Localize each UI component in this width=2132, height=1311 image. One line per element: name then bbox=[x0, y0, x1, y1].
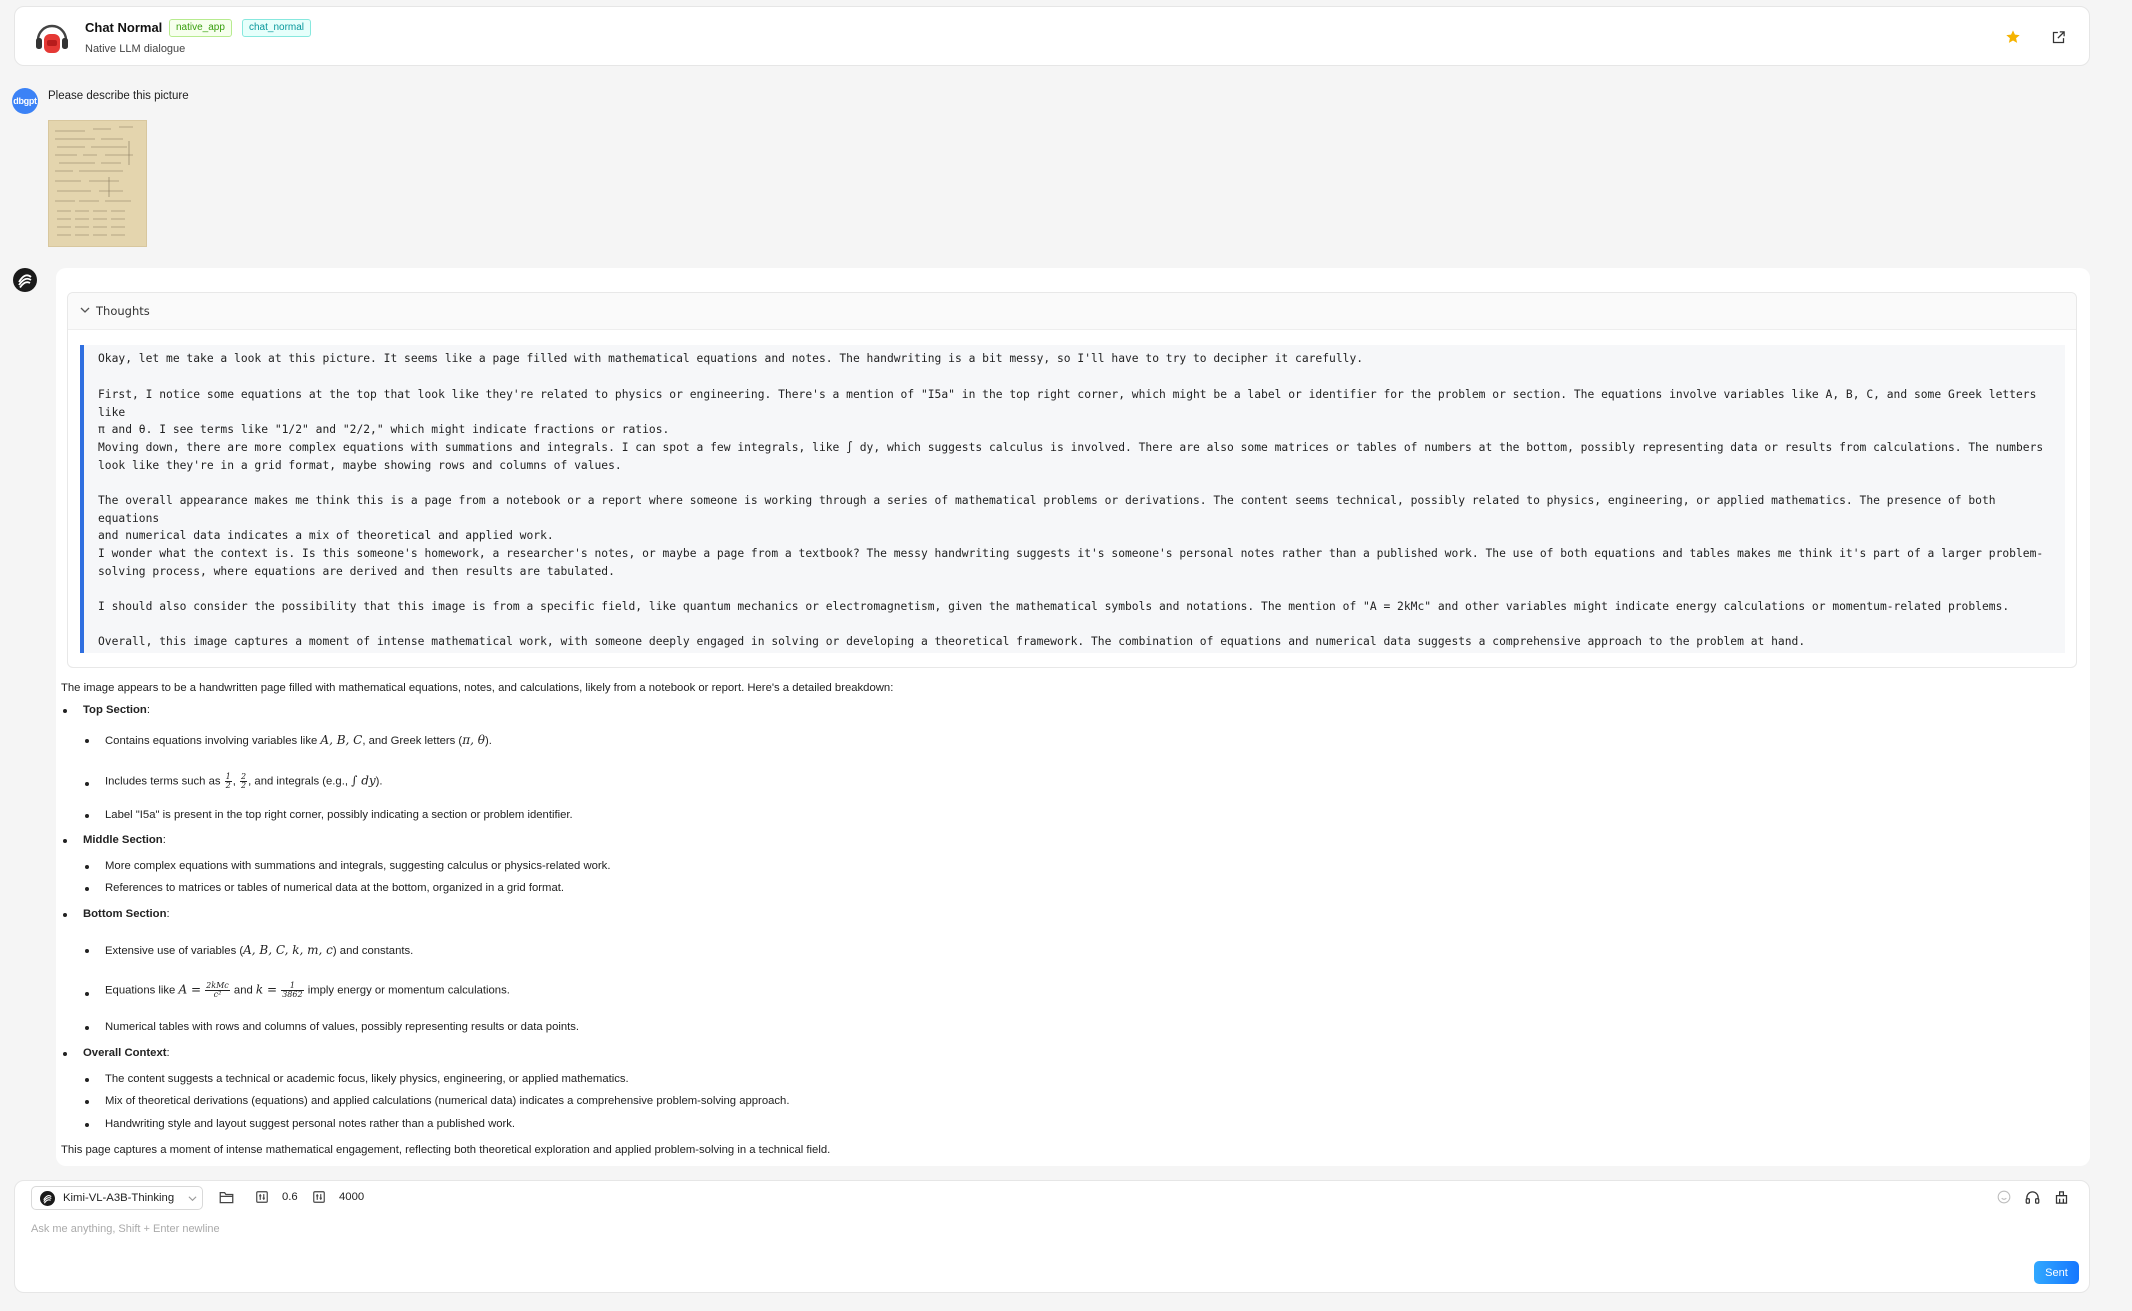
thoughts-body bbox=[80, 345, 2065, 653]
thought-paragraph: First, I notice some equations at the top that look like they're related to physics or engineering. There's a mention of "I5a" in the top right corner, which might be a label or identifier for the problem or section. The equations involve variables like A, B, C, and some Greek letters like π and θ. I see terms like "1/2" and "2/2," which might indicate fractions or ratios. bbox=[98, 388, 2037, 437]
max-tokens-button[interactable] bbox=[312, 1190, 326, 1204]
answer-conclusion: This page captures a moment of intense mathematical engagement, reflecting both theoretical exploration and applied problem-solving in a technical field. bbox=[61, 1144, 831, 1156]
bullet-icon bbox=[85, 1100, 89, 1104]
bullet-icon bbox=[85, 992, 89, 996]
attached-image-thumbnail[interactable] bbox=[48, 120, 147, 247]
list-item: Extensive use of variables (A, B, C, k, m, c) and constants. bbox=[105, 943, 414, 957]
thought-paragraph: Okay, let me take a look at this picture. It seems like a page filled with mathematical equations and notes. The handwriting is a bit messy, so I'll have to try to decipher it carefully. bbox=[98, 352, 1364, 365]
smile-icon bbox=[1997, 1190, 2011, 1204]
section-heading: Top Section bbox=[83, 704, 147, 716]
chat-input-panel bbox=[14, 1180, 2090, 1293]
share-button[interactable] bbox=[2048, 27, 2068, 47]
bullet-icon bbox=[85, 1026, 89, 1030]
share-icon bbox=[2051, 30, 2066, 45]
model-name: Kimi-VL-A3B-Thinking bbox=[63, 1192, 175, 1204]
assistant-avatar-icon bbox=[13, 268, 37, 292]
folder-icon bbox=[219, 1190, 234, 1204]
broom-icon bbox=[2054, 1190, 2069, 1205]
send-button[interactable]: Sent bbox=[2034, 1261, 2079, 1284]
answer-intro: The image appears to be a handwritten page filled with mathematical equations, notes, and calculations, likely from a notebook or report. Here's a detailed breakdown: bbox=[61, 682, 894, 694]
list-item: References to matrices or tables of numerical data at the bottom, organized in a grid format. bbox=[105, 882, 565, 894]
headset-robot-icon bbox=[33, 19, 71, 57]
thought-paragraph: I should also consider the possibility that this image is from a specific field, like quantum mechanics or electromagnetism, given the mathematical symbols and notations. The mention of "A = 2kMc" and other variables might indicate energy calculations or momentum-related problems. bbox=[98, 600, 2010, 613]
handwritten-page-image bbox=[49, 121, 147, 247]
max-tokens-value: 4000 bbox=[339, 1191, 365, 1203]
app-title: Chat Normal bbox=[85, 20, 163, 35]
emoji-button[interactable] bbox=[1997, 1190, 2011, 1204]
bullet-icon bbox=[85, 865, 89, 869]
bullet-icon bbox=[63, 709, 67, 713]
bullet-icon bbox=[63, 913, 67, 917]
bullet-icon bbox=[85, 949, 89, 953]
list-item: Handwriting style and layout suggest personal notes rather than a published work. bbox=[105, 1118, 516, 1130]
star-icon bbox=[2005, 29, 2021, 45]
clear-history-button[interactable] bbox=[2054, 1190, 2069, 1205]
bullet-icon bbox=[85, 782, 89, 786]
favorite-button[interactable] bbox=[2003, 27, 2023, 47]
list-item: Numerical tables with rows and columns of values, possibly representing results or data points. bbox=[105, 1021, 580, 1033]
list-item: More complex equations with summations and integrals, suggesting calculus or physics-related work. bbox=[105, 860, 611, 872]
thought-paragraph: Overall, this image captures a moment of intense mathematical work, with someone deeply engaged in solving or developing a theoretical framework. The combination of equations and numerical data suggests a comprehensive approach to the problem at hand. bbox=[98, 635, 1806, 648]
user-avatar: dbgpt bbox=[12, 88, 38, 114]
headset-button[interactable] bbox=[2025, 1190, 2040, 1205]
thoughts-toggle[interactable] bbox=[68, 293, 2076, 330]
assistant-message: Thoughts Okay, let me take a look at this picture. It seems like a page filled with mathematical equations and notes. The handwriting is a bit messy, so I'll have to try to decipher it carefully. First, I notice some equations at the top that look like they're related to physics or engineering. There's a mention of "I5a" in the top right corner, which might be a label or identifier for the problem or section. The equations involve variables like A, B, C, and some Greek letters like π and θ. I see terms like "1/2" and "2/2," which might indicate fractions or ratios. Moving down, there are more complex equations with summations and integrals. I can spot a few integrals, like ∫ dy, which suggests calculus is involved. There are also some matrices or tables of numbers at the bottom, possibly representing data or results from calculations. The numbers look like they're in a grid format, maybe showing rows and columns of values. The overall appearance makes me think this is a page from a notebook or a report where someone is working through a series of mathematical problems or derivations. The content seems technical, possibly related to physics, engineering, or applied mathematics. The presence of both equations and numerical data indicates a mix of theoretical and applied work. I wonder what the context is. Is this someone's homework, a researcher's notes, or maybe a page from a textbook? The messy handwriting suggests it's someone's personal notes rather than a published work. The use of both equations and tables makes me think it's part of a larger problem- solving process, where equations are derived and then results are tabulated. I should also consider the possibility that this image is from a specific field, like quantum mechanics or electromagnetism, given the mathematical symbols and notations. The mention of "A = 2kMc" and other variables might indicate energy calculations or momentum-related problems. Overall, this image captures a moment of intense mathematical work, with someone deeply engaged in solving or developing a theoretical framework. The combination of equations and numerical data suggests a comprehensive approach to the problem at hand. The image appears to be a handwritten page filled with mathematical equations, notes, and calculations, likely from a notebook or report. Here's a detailed breakdown: Top Section: Contains equations involving variables like A, B, C, and Greek letters (π, θ). Includes terms such as $\frac{1}{2}$ , $\frac{2}{2}$ , and integrals (e.g., ∫ dy). Label "I5a" is present in the top right corner, possibly indicating a section or problem identifier. Middle Section: More complex equations with summations and integrals, suggesting calculus or physics-related work. References to matrices or tables of numerical data at the bottom, organized in a grid format. Bottom Section: Extensive use of variables (A, B, C, k, m, c) and constants. Equations like A = $\frac{\text{2kMc}}{\text{c²}}$ and k = $\frac{1}{3862}$ imply energy or momentum calculations. Numerical tables with rows and columns of values, possibly representing results or data points. Overall Context: The content suggests a technical or academic focus, likely physics, engineering, or applied mathematics. Mix of theoretical derivations (equations) and applied calculations (numerical data) indicates a comprehensive problem-solving approach. Handwriting style and layout suggest personal notes rather than a published work. This page captures a moment of intense mathematical engagement, reflecting both theoretical exploration and applied problem-solving in a technical field. bbox=[56, 268, 2090, 1166]
bullet-icon bbox=[85, 1078, 89, 1082]
list-item: Mix of theoretical derivations (equations) and applied calculations (numerical data) indicates a comprehensive problem-solving approach. bbox=[105, 1095, 790, 1107]
thought-paragraph: Moving down, there are more complex equations with summations and integrals. I can spot a few integrals, like ∫ dy, which suggests calculus is involved. There are also some matrices or tables of numbers at the bottom, possibly representing data or results from calculations. The numbers look like they're in a grid format, maybe showing rows and columns of values. bbox=[98, 441, 2044, 472]
section-heading: Bottom Section bbox=[83, 908, 167, 920]
bullet-icon bbox=[85, 739, 89, 743]
thoughts-panel bbox=[67, 292, 2077, 668]
bullet-icon bbox=[85, 887, 89, 891]
temperature-slider-icon bbox=[255, 1190, 269, 1204]
list-item: Label "I5a" is present in the top right corner, possibly indicating a section or problem identifier. bbox=[105, 809, 573, 821]
tag-native-app: native_app bbox=[169, 19, 232, 37]
bullet-icon bbox=[63, 839, 67, 843]
tag-chat-normal: chat_normal bbox=[242, 19, 311, 37]
thoughts-title: Thoughts bbox=[96, 304, 150, 318]
section-heading: Middle Section bbox=[83, 834, 163, 846]
model-select[interactable] bbox=[31, 1186, 203, 1210]
thought-paragraph: I wonder what the context is. Is this someone's homework, a researcher's notes, or maybe a page from a textbook? The messy handwriting suggests it's someone's personal notes rather than a published work. The use of both equations and tables makes me think it's part of a larger problem- solving process, where equations are derived and then results are tabulated. bbox=[98, 547, 2044, 578]
user-message-text: Please describe this picture bbox=[48, 90, 189, 102]
kimi-model-icon bbox=[40, 1191, 55, 1206]
max-tokens-icon bbox=[312, 1190, 326, 1204]
list-item: The content suggests a technical or academic focus, likely physics, engineering, or applied mathematics. bbox=[105, 1073, 629, 1085]
bullet-icon bbox=[85, 814, 89, 818]
thought-paragraph: The overall appearance makes me think this is a page from a notebook or a report where someone is working through a series of mathematical problems or derivations. The content seems technical, possibly related to physics, engineering, or applied mathematics. The presence of both equations and numerical data indicates a mix of theoretical and applied work. bbox=[98, 494, 1996, 543]
app-subtitle: Native LLM dialogue bbox=[85, 43, 186, 55]
list-item: Includes terms such as $\frac{1}{2}$ , $\frac{2}{2}$ , and integrals (e.g., ∫ dy). bbox=[105, 772, 383, 790]
headset-icon bbox=[2025, 1190, 2040, 1205]
list-item: Equations like A = $\frac{\text{2kMc}}{\text{c²}}$ and k = $\frac{1}{3862}$ imply energy or momentum calculations. bbox=[105, 981, 510, 999]
upload-folder-button[interactable] bbox=[219, 1190, 234, 1204]
chevron-down-icon bbox=[80, 305, 90, 315]
list-item: Contains equations involving variables like A, B, C, and Greek letters (π, θ). bbox=[105, 733, 492, 747]
message-input[interactable] bbox=[31, 1219, 1431, 1239]
bullet-icon bbox=[85, 1123, 89, 1127]
temperature-button[interactable] bbox=[255, 1190, 269, 1204]
bullet-icon bbox=[63, 1052, 67, 1056]
chevron-down-icon bbox=[188, 1194, 197, 1203]
temperature-value: 0.6 bbox=[282, 1191, 298, 1203]
section-heading: Overall Context bbox=[83, 1047, 167, 1059]
chat-header bbox=[14, 6, 2090, 66]
